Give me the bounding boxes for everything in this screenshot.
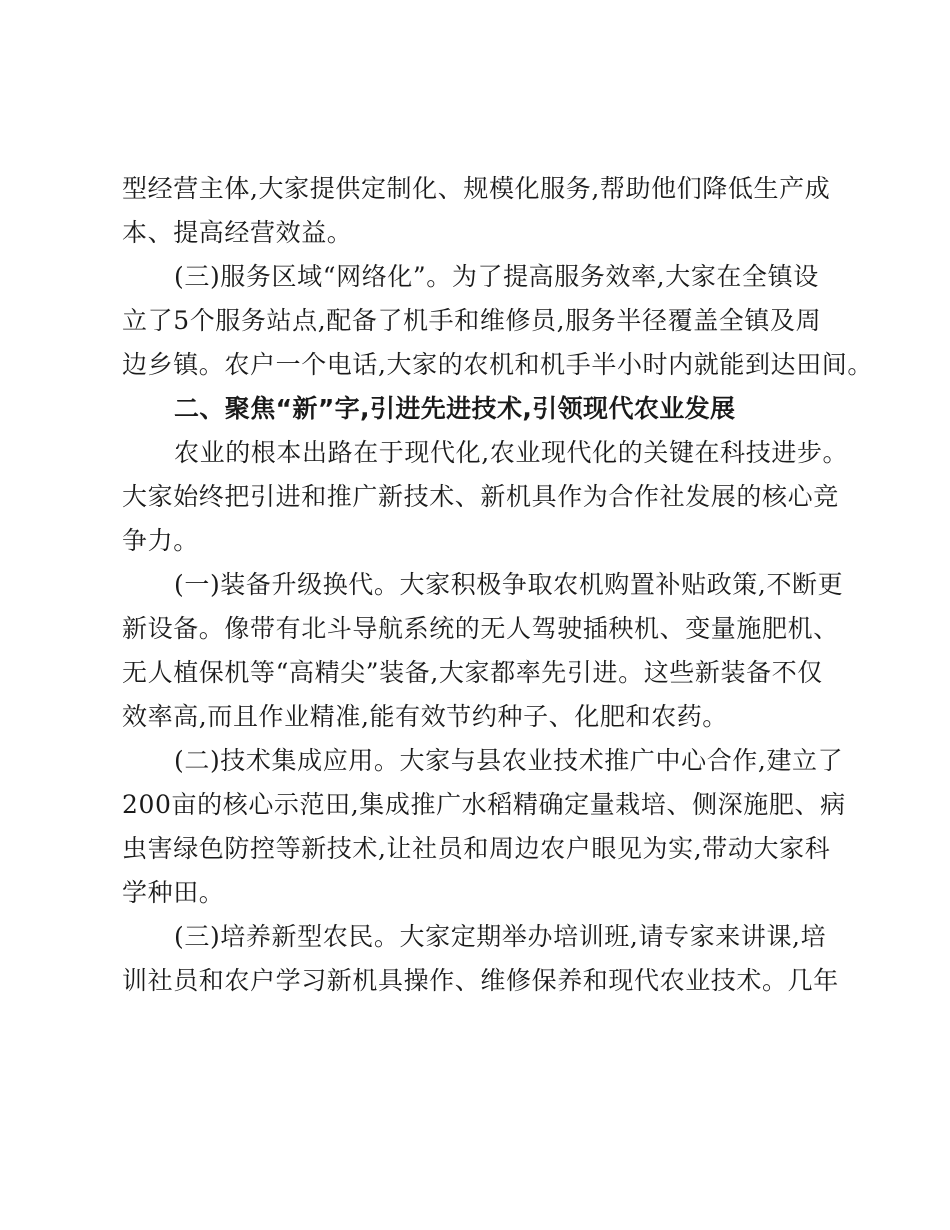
paragraph-first-line: (二)技术集成应用。大家与县农业技术推广中心合作,建立了 [174, 746, 844, 775]
body-text-line: 效率高,而且作业精准,能有效节约种子、化肥和农药。 [122, 702, 728, 731]
body-text-line: 学种田。 [122, 878, 225, 907]
paragraph-first-line: 农业的根本出路在于现代化,农业现代化的关键在科技进步。 [174, 438, 849, 467]
body-text-line: 新设备。像带有北斗导航系统的无人驾驶插秧机、变量施肥机、 [122, 614, 839, 643]
body-text-line: 型经营主体,大家提供定制化、规模化服务,帮助他们降低生产成 [122, 174, 831, 203]
body-text-line: 争力。 [122, 526, 199, 555]
body-text-line: 虫害绿色防控等新技术,让社员和周边农户眼见为实,带动大家科 [122, 834, 831, 863]
section-heading: 二、聚焦“新”字,引进先进技术,引领现代农业发展 [174, 394, 736, 423]
body-text-line: 大家始终把引进和推广新技术、新机具作为合作社发展的核心竞 [122, 482, 839, 511]
paragraph-first-line: (三)服务区域“网络化”。为了提高服务效率,大家在全镇设 [174, 262, 819, 291]
body-text-line: 无人植保机等“高精尖”装备,大家都率先引进。这些新装备不仅 [122, 658, 823, 687]
body-text-line: 边乡镇。农户一个电话,大家的农机和机手半小时内就能到达田间。 [122, 350, 873, 379]
paragraph-first-line: (三)培养新型农民。大家定期举办培训班,请专家来讲课,培 [174, 922, 827, 951]
body-text-line: 本、提高经营效益。 [122, 218, 353, 247]
paragraph-first-line: (一)装备升级换代。大家积极争取农机购置补贴政策,不断更 [174, 570, 844, 599]
body-text-line: 训社员和农户学习新机具操作、维修保养和现代农业技术。几年 [122, 966, 839, 995]
body-text-line: 200亩的核心示范田,集成推广水稻精确定量栽培、侧深施肥、病 [122, 790, 846, 819]
body-text-line: 立了5个服务站点,配备了机手和维修员,服务半径覆盖全镇及周 [122, 306, 822, 335]
